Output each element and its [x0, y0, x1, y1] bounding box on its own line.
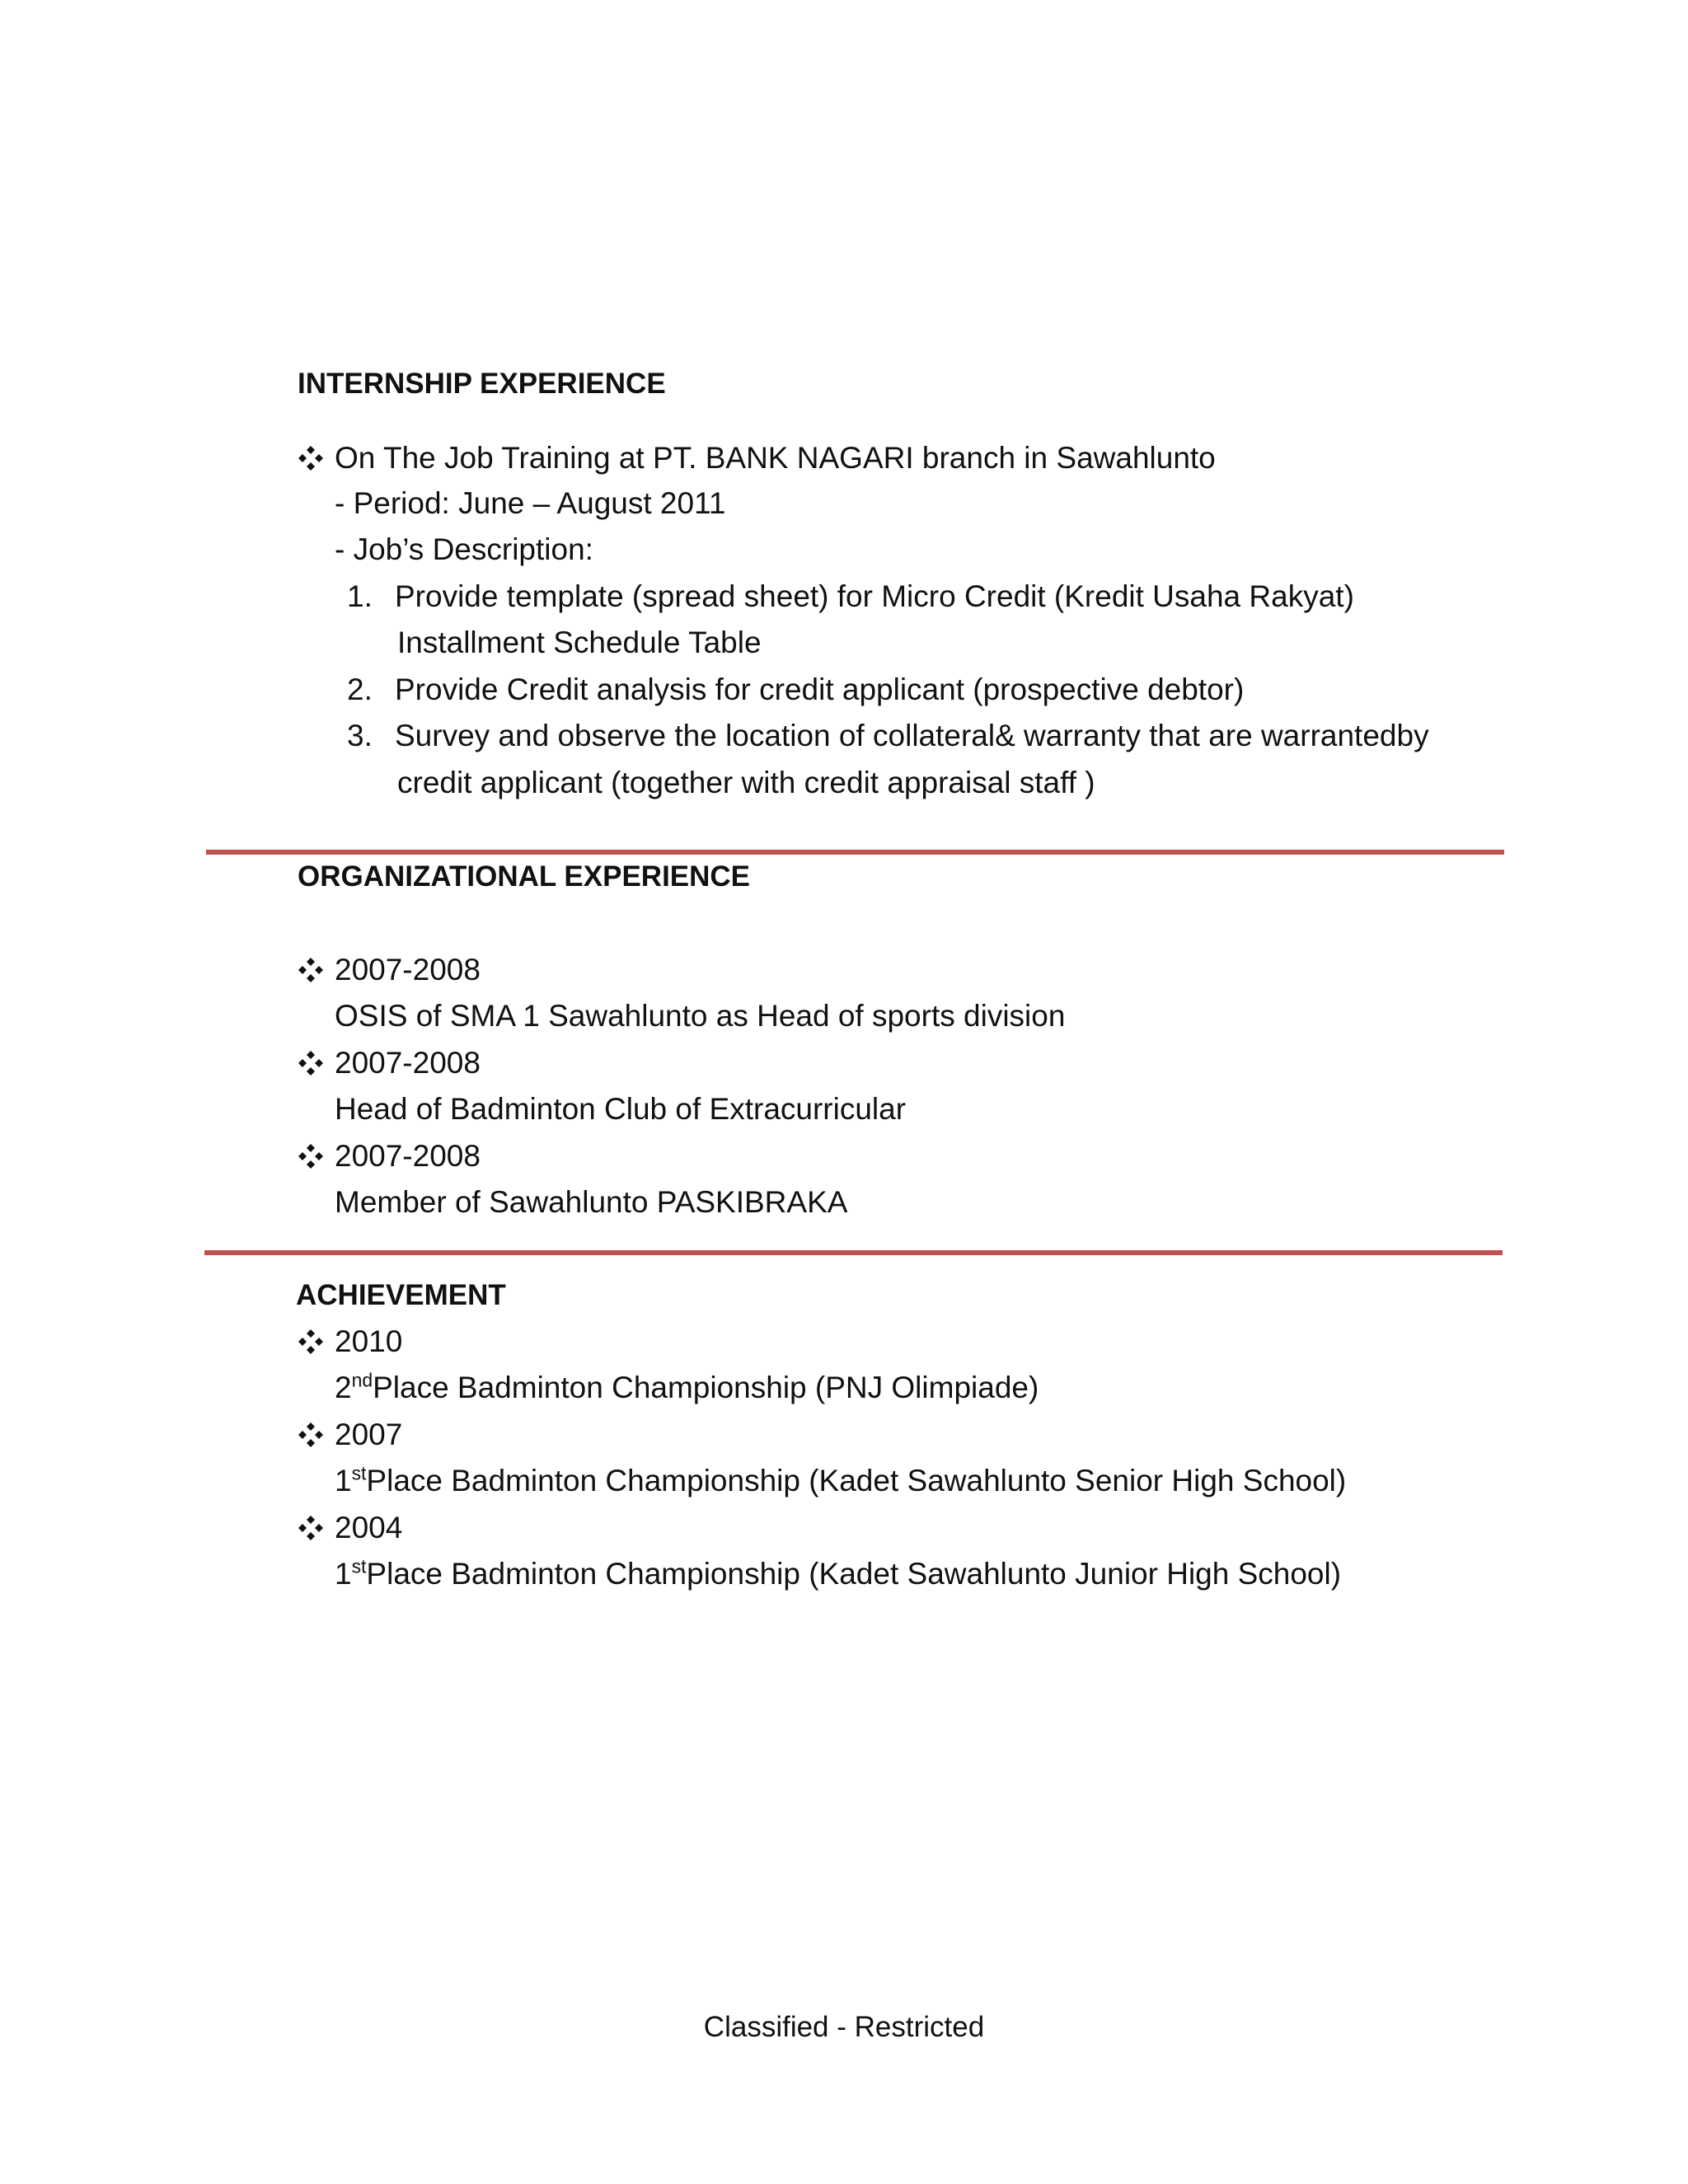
section-divider [204, 1250, 1503, 1255]
org-role: Head of Badminton Club of Extracurricular [335, 1092, 907, 1126]
four-diamond-bullet-icon [298, 958, 323, 982]
achievement-year: 2004 [335, 1511, 403, 1544]
achievement-heading: ACHIEVEMENT [296, 1279, 506, 1311]
achievement-rank-suffix: st [351, 1555, 367, 1577]
internship-desc-label: - Job’s Description: [335, 532, 593, 566]
duty-number: 2. [347, 673, 373, 706]
achievement-text [335, 1557, 1341, 1591]
four-diamond-bullet-icon [298, 1516, 323, 1540]
section-divider [206, 850, 1504, 855]
achievement-rank-suffix: nd [351, 1369, 373, 1391]
achievement-rank-suffix: st [351, 1462, 367, 1484]
org-role: OSIS of SMA 1 Sawahlunto as Head of sports division [335, 999, 1066, 1033]
duty-text-continued: credit applicant (together with credit appraisal staff ) [397, 766, 1095, 799]
org-role: Member of Sawahlunto PASKIBRAKA [335, 1185, 848, 1219]
four-diamond-bullet-icon [298, 1329, 323, 1354]
footer-classification: Classified - Restricted [703, 2011, 985, 2043]
duty-item [347, 719, 1429, 753]
achievement-year: 2010 [335, 1324, 403, 1358]
achievement-rank: 1 [335, 1557, 352, 1591]
achievement-description: Place Badminton Championship (Kadet Sawahlunto Senior High School) [366, 1464, 1347, 1497]
internship-period: - Period: June – August 2011 [335, 486, 726, 520]
four-diamond-bullet-icon [298, 446, 323, 471]
duty-text: Provide Credit analysis for credit applicant (prospective debtor) [395, 673, 1245, 706]
achievement-rank: 1 [335, 1464, 352, 1497]
org-years: 2007-2008 [335, 953, 481, 987]
achievement-rank: 2 [335, 1371, 352, 1404]
achievement-text [335, 1371, 1039, 1405]
duty-number: 1. [347, 579, 373, 613]
achievement-text [335, 1464, 1346, 1498]
four-diamond-bullet-icon [298, 1422, 323, 1447]
duty-number: 3. [347, 719, 373, 752]
duty-text: Provide template (spread sheet) for Micro Credit (Kredit Usaha Rakyat) [395, 579, 1354, 613]
organizational-heading: ORGANIZATIONAL EXPERIENCE [298, 860, 751, 893]
achievement-description: Place Badminton Championship (Kadet Sawahlunto Junior High School) [366, 1557, 1342, 1591]
duty-text: Survey and observe the location of collateral& warranty that are warrantedby [395, 719, 1429, 752]
duty-text-continued: Installment Schedule Table [397, 626, 762, 659]
four-diamond-bullet-icon [298, 1051, 323, 1076]
four-diamond-bullet-icon [298, 1144, 323, 1169]
achievement-year: 2007 [335, 1418, 403, 1451]
duty-item [347, 673, 1244, 707]
duty-item [347, 579, 1354, 614]
achievement-description: Place Badminton Championship (PNJ Olimpiade) [373, 1371, 1039, 1404]
internship-title: On The Job Training at PT. BANK NAGARI branch in Sawahlunto [335, 441, 1216, 475]
internship-heading: INTERNSHIP EXPERIENCE [298, 368, 666, 400]
org-years: 2007-2008 [335, 1046, 481, 1080]
org-years: 2007-2008 [335, 1139, 481, 1173]
